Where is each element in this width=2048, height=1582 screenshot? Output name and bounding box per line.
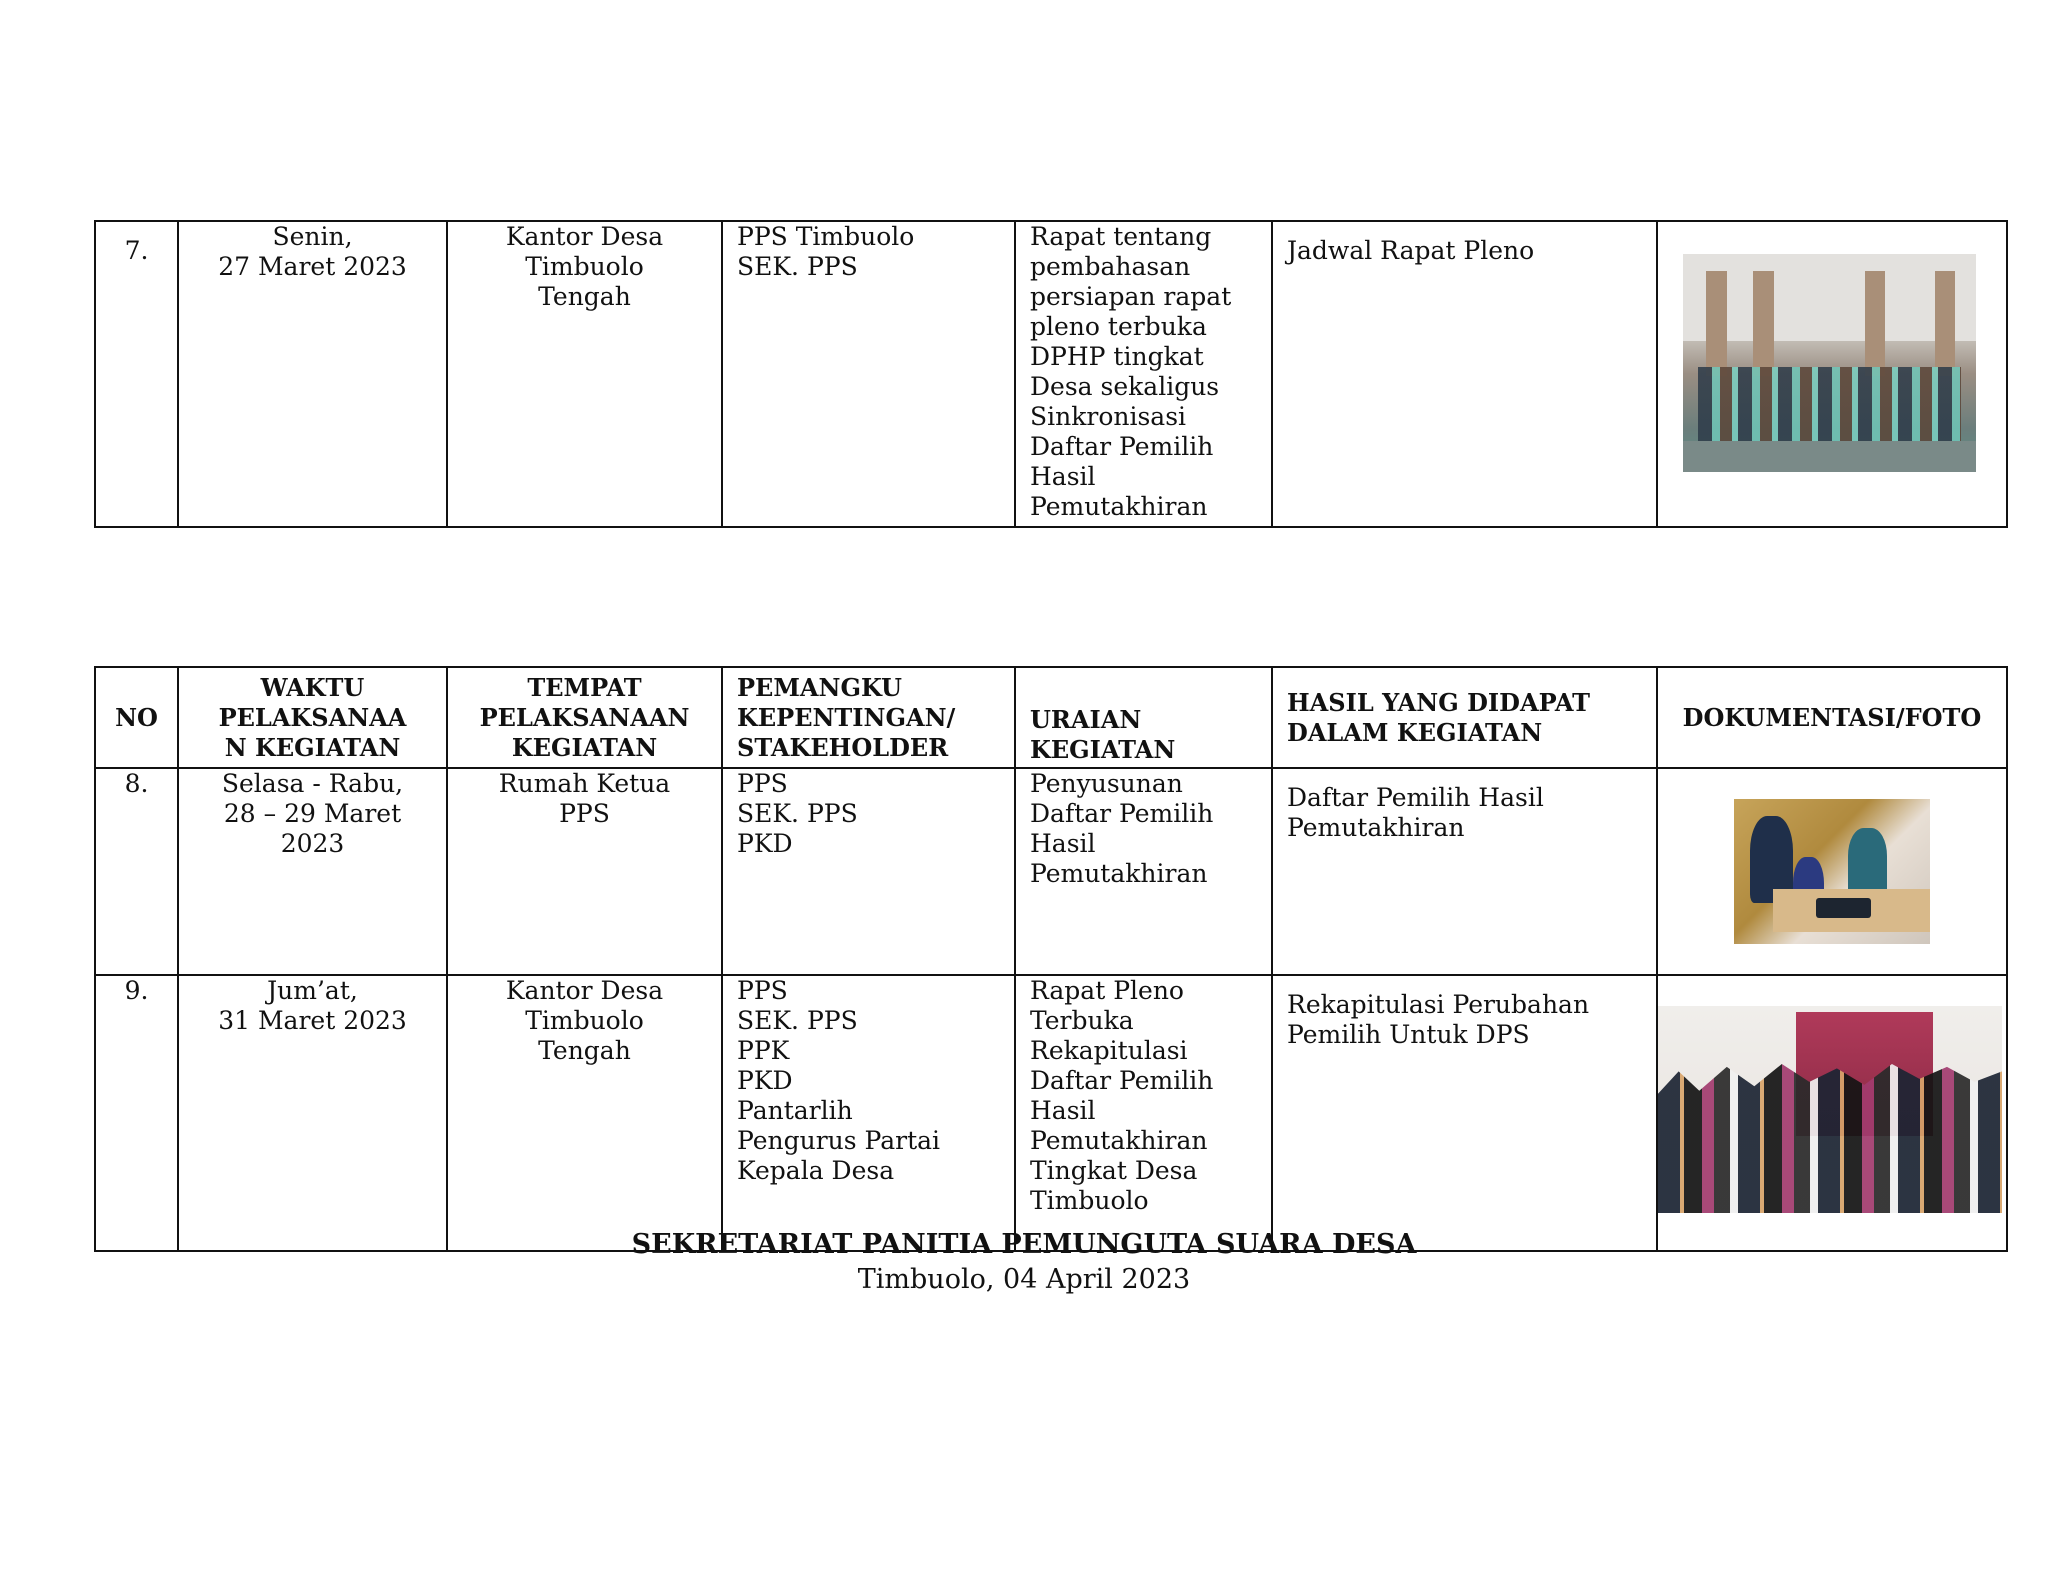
- table-row: [95, 768, 2007, 975]
- stakeholders: PPS SEK. PPS PKD: [722, 768, 1015, 975]
- activity-table-continued: [94, 220, 2008, 528]
- header-waktu: WAKTU PELAKSANAA N KEGIATAN: [178, 667, 447, 768]
- stakeholders: PPS Timbuolo SEK. PPS: [722, 221, 1015, 527]
- documentation-cell: [1657, 768, 2007, 975]
- activity-place: Kantor Desa Timbuolo Tengah: [447, 221, 722, 527]
- place-date: Timbuolo, 04 April 2023: [857, 1264, 1191, 1295]
- table-row: [95, 221, 2007, 527]
- table-row: [95, 975, 2007, 1251]
- secretariat-title: SEKRETARIAT PANITIA PEMUNGUTA SUARA DESA: [631, 1229, 1417, 1260]
- documentation-cell: [1657, 975, 2007, 1251]
- header-tempat: TEMPAT PELAKSANAAN KEGIATAN: [447, 667, 722, 768]
- header-stakeholder: PEMANGKU KEPENTINGAN/ STAKEHOLDER: [722, 667, 1015, 768]
- header-dokumentasi: DOKUMENTASI/FOTO: [1657, 667, 2007, 768]
- activity-time: Senin, 27 Maret 2023: [178, 221, 447, 527]
- header-no: NO: [95, 667, 178, 768]
- meeting-photo: [1683, 254, 1976, 472]
- activity-result: Daftar Pemilih Hasil Pemutakhiran: [1272, 768, 1657, 975]
- activity-description: Penyusunan Daftar Pemilih Hasil Pemutakhiran: [1015, 768, 1272, 975]
- activity-result: Jadwal Rapat Pleno: [1272, 221, 1657, 527]
- activity-description: Rapat Pleno Terbuka Rekapitulasi Daftar Pemilih Hasil Pemutakhiran Tingkat Desa Timbuolo: [1015, 975, 1272, 1251]
- row-number: 9.: [95, 975, 178, 1251]
- activity-time: Jum’at, 31 Maret 2023: [178, 975, 447, 1251]
- activity-table: [94, 666, 2008, 1252]
- activity-result: Rekapitulasi Perubahan Pemilih Untuk DPS: [1272, 975, 1657, 1251]
- stakeholders: PPS SEK. PPS PPK PKD Pantarlih Pengurus Partai Kepala Desa: [722, 975, 1015, 1251]
- header-uraian: URAIAN KEGIATAN: [1015, 667, 1272, 768]
- group-photo: [1658, 1006, 2002, 1213]
- activity-place: Kantor Desa Timbuolo Tengah: [447, 975, 722, 1251]
- activity-description: Rapat tentang pembahasan persiapan rapat pleno terbuka DPHP tingkat Desa sekaligus Sinkronisasi Daftar Pemilih Hasil Pemutakhiran: [1015, 221, 1272, 527]
- work-session-photo: [1734, 799, 1930, 944]
- row-number: 8.: [95, 768, 178, 975]
- documentation-cell: [1657, 221, 2007, 527]
- activity-time: Selasa - Rabu, 28 – 29 Maret 2023: [178, 768, 447, 975]
- header-hasil: HASIL YANG DIDAPAT DALAM KEGIATAN: [1272, 667, 1657, 768]
- activity-place: Rumah Ketua PPS: [447, 768, 722, 975]
- row-number: 7.: [95, 221, 178, 527]
- table-header-row: [95, 667, 2007, 768]
